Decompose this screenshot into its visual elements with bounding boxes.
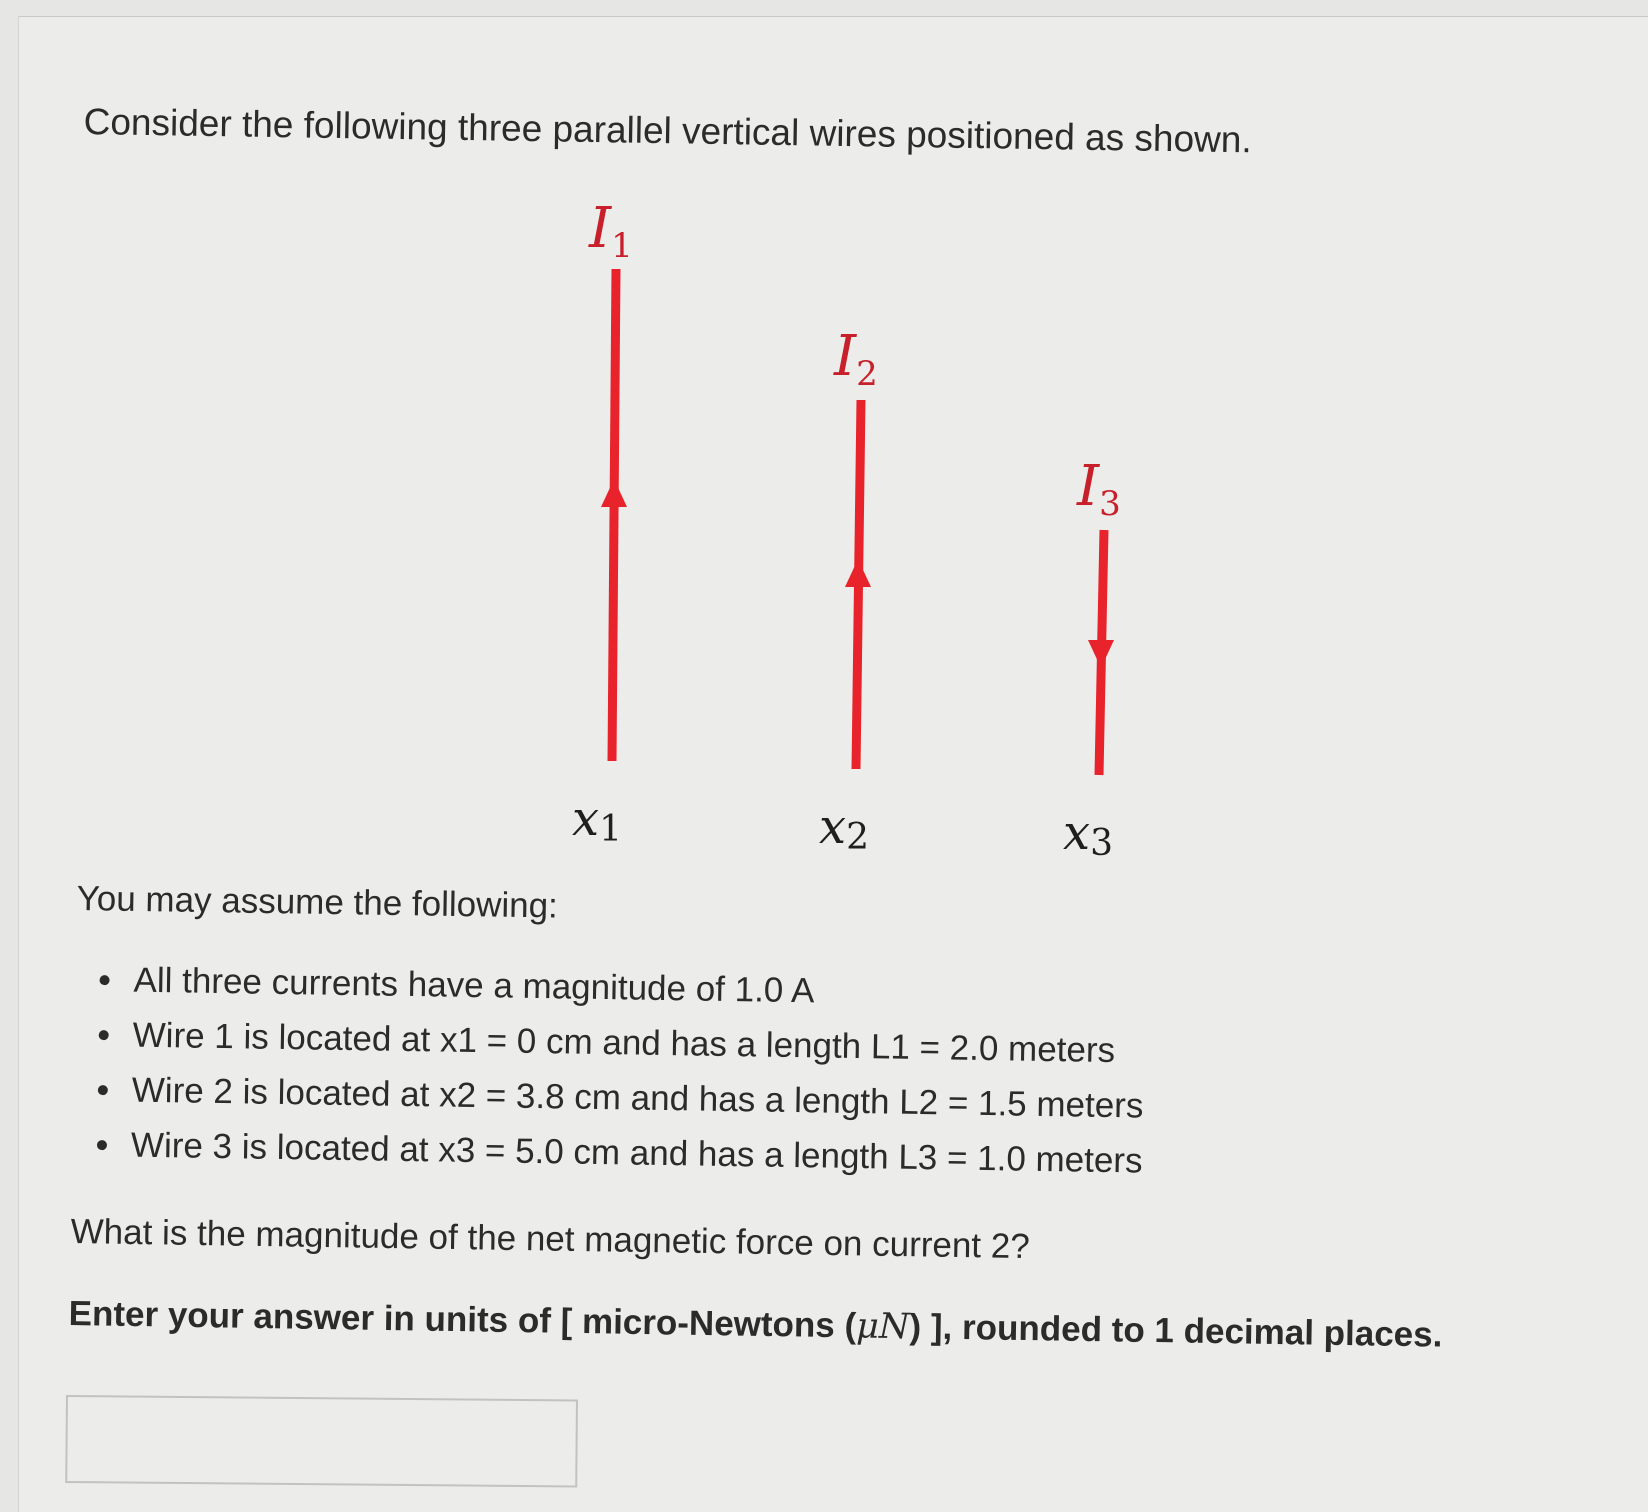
question-text: What is the magnitude of the net magnetic force on current 2? — [70, 1212, 1031, 1267]
question-page — [18, 16, 1648, 1512]
bullet-icon — [98, 1085, 108, 1095]
assumptions-list — [91, 952, 1146, 1188]
problem-prompt: Consider the following three parallel vertical wires positioned as shown. — [83, 101, 1253, 161]
instruction-text-after: ) ], rounded to 1 decimal places. — [909, 1307, 1443, 1355]
fact-text: Wire 2 is located at x2 = 3.8 cm and has a length L2 = 1.5 meters — [131, 1070, 1144, 1126]
wire-2 — [819, 324, 878, 858]
wire-1 — [572, 196, 633, 850]
wire-2-up-arrow-icon — [845, 559, 871, 587]
assumptions-heading: You may assume the following: — [76, 879, 559, 926]
bullet-icon — [97, 1140, 107, 1150]
answer-input[interactable] — [65, 1395, 578, 1487]
bullet-icon — [99, 975, 109, 985]
wire-1-position-label: x1 — [572, 791, 622, 850]
answer-instruction — [68, 1294, 1442, 1356]
fact-text: Wire 3 is located at x3 = 5.0 cm and has a length L3 = 1.0 meters — [130, 1125, 1143, 1181]
wire-3-current-label: I3 — [1077, 454, 1121, 524]
unit-math: μN — [855, 1306, 910, 1348]
wire-3 — [1063, 454, 1121, 864]
wire-3-down-arrow-icon — [1088, 640, 1114, 668]
wire-2-position-label: x2 — [819, 799, 869, 858]
fact-text: Wire 1 is located at x1 = 0 cm and has a length L1 = 2.0 meters — [132, 1015, 1116, 1071]
wire-2-current-label: I2 — [834, 324, 878, 394]
fact-text: All three currents have a magnitude of 1.0 A — [133, 960, 815, 1011]
wire-1-line — [612, 269, 616, 761]
wire-3-position-label: x3 — [1063, 805, 1113, 864]
wire-1-current-label: I1 — [589, 196, 633, 266]
wire-1-up-arrow-icon — [601, 479, 627, 507]
bullet-icon — [99, 1030, 109, 1040]
wire-diagram — [19, 17, 1639, 897]
instruction-text-before: Enter your answer in units of [ micro-Newtons ( — [68, 1294, 857, 1346]
